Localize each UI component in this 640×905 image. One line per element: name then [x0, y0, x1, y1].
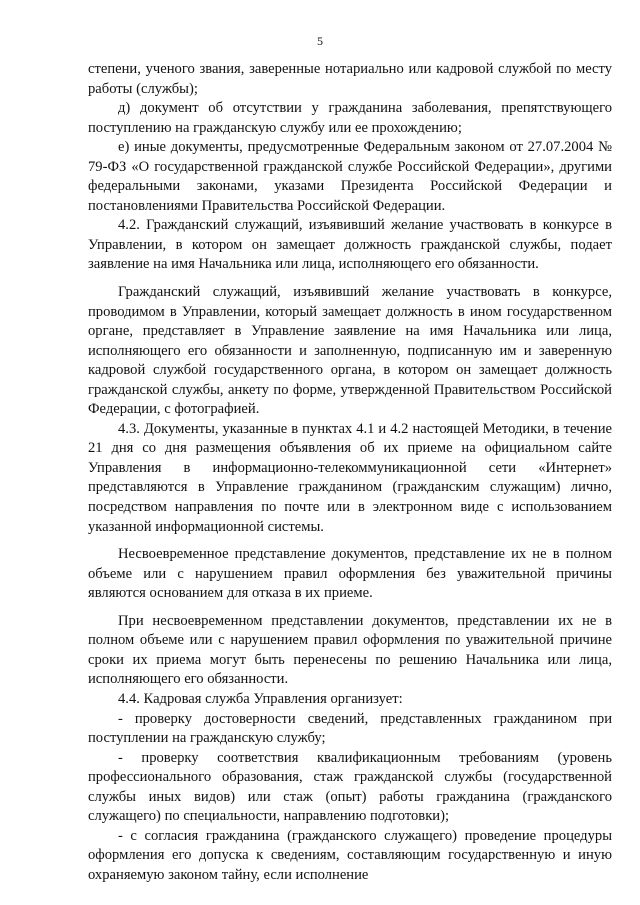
- list-item-verification: - проверку достоверности сведений, представленных гражданином при поступлении на гражданскую службу;: [88, 710, 612, 747]
- paragraph-4-2: 4.2. Гражданский служащий, изъявивший желание участвовать в конкурсе в Управлении, в котором он замещает должность гражданской службы, подает заявление на имя Начальника или лица, исполняющего его обязанности.: [88, 217, 612, 273]
- paragraph-continuation: степени, ученого звания, заверенные нотариально или кадровой службой по месту работы (службы);: [88, 61, 612, 97]
- list-item-security-clearance: - с согласия гражданина (гражданского служащего) проведение процедуры оформления его допуска к сведениям, составляющим государственную и иную охраняемую законом тайну, если исполнение: [88, 827, 612, 883]
- paragraph-item-e: е) иные документы, предусмотренные Федеральным законом от 27.07.2004 № 79-ФЗ «О государственной гражданской службе Российской Федерации», другими федеральными законами, указами Президента Российской Федерации и постановлениями Правительства Российской Федерации.: [88, 139, 612, 214]
- paragraph-4-4: 4.4. Кадровая служба Управления организует:: [118, 690, 403, 707]
- paragraph-deadline-postponement: При несвоевременном представлении документов, представлении их не в полном объеме или с нарушением правил оформления по уважительной причине сроки их приема могут быть перенесены по решению Начальника или лица, исполняющего его обязанности.: [88, 612, 612, 688]
- list-item-qualification-check: - проверку соответствия квалификационным требованиям (уровень профессионального образования, стаж гражданской службы (государственной службы иных видов) или стаж (опыт) работы гражданина (гражданского служащего) по специальности, направлению подготовки);: [88, 749, 612, 825]
- paragraph-item-d: д) документ об отсутствии у гражданина заболевания, препятствующего поступлению на гражданскую службу или ее прохождению;: [88, 100, 612, 136]
- page-number: 5: [317, 34, 323, 48]
- paragraph-civil-servant-other-body: Гражданский служащий, изъявивший желание участвовать в конкурсе, проводимом в Управлении, который замещает должность в ином государственном органе, представляет в Управление заявление на имя Начальника или лица, исполняющего его обязанности и заполненную, подписанную им и заверенную кадровой службой государственного органа, в котором он замещает должность гражданской службы, анкету по форме, утвержденной Правительством Российской Федерации, с фотографией.: [88, 284, 612, 418]
- paragraph-untimely-submission: Несвоевременное представление документов, представление их не в полном объеме или с нарушением правил оформления без уважительной причины являются основанием для отказа в их приеме.: [88, 546, 612, 602]
- document-body: [88, 60, 612, 885]
- paragraph-4-3: 4.3. Документы, указанные в пунктах 4.1 и 4.2 настоящей Методики, в течение 21 дня со дня размещения объявления об их приеме на официальном сайте Управления в информационно-телекоммуникационной сети «Интернет» представляются в Управление гражданином (гражданским служащим) лично, посредством направления по почте или в электронном виде с использованием указанной информационной системы.: [88, 420, 612, 535]
